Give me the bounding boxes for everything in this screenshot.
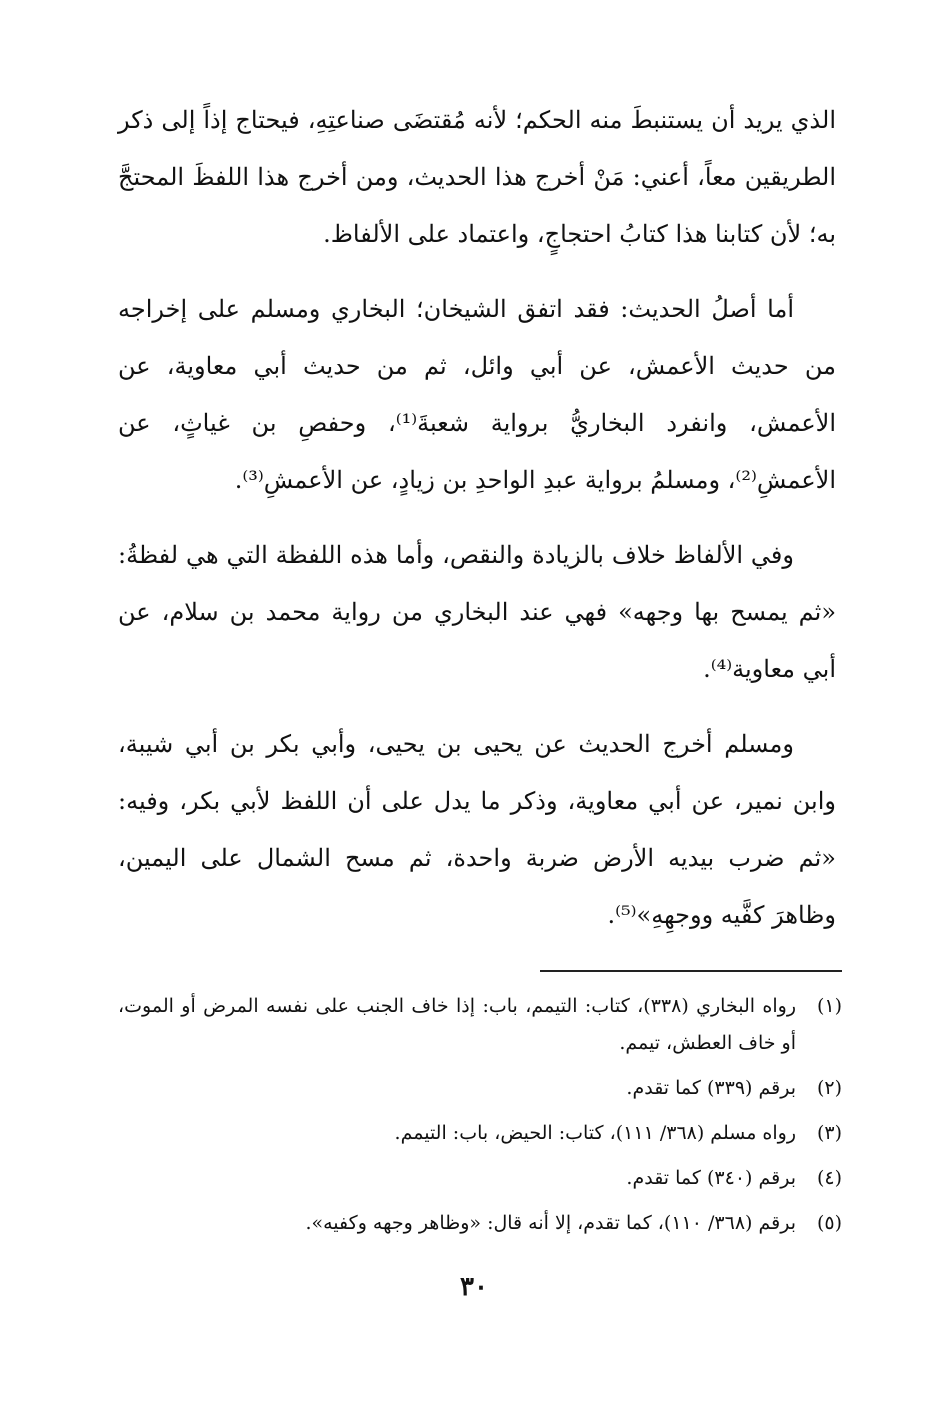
footnote-3: [118, 1115, 842, 1152]
footnotes: [118, 988, 842, 1250]
footnote-number: (٢): [816, 1077, 842, 1099]
paragraph-2: أما أصلُ الحديث: فقد اتفق الشيخان؛ البخاري ومسلم على إخراجه من حديث الأعمش، عن أبي وائل، ثم من حديث أبي معاوية، عن الأعمش، وانفرد البخاريُّ برواية شعبةَ⁽¹⁾، وحفصِ بن غياثٍ، عن الأعمشِ⁽²⁾، ومسلمُ برواية عبدِ الواحدِ بن زيادٍ، عن الأعمشِ⁽³⁾.: [118, 295, 836, 494]
main-text: [118, 92, 836, 962]
footnote-number: (١): [816, 995, 842, 1017]
footnote-5: [118, 1205, 842, 1242]
footnote-number: (٥): [816, 1212, 842, 1234]
footnote-number: (٤): [816, 1167, 842, 1189]
paragraph-4: ومسلم أخرج الحديث عن يحيى بن يحيى، وأبي بكر بن أبي شيبة، وابن نمير، عن أبي معاوية، وذكر ما يدل على أن اللفظ لأبي بكر، وفيه: «ثم ضرب بيديه الأرض ضربة واحدة، ثم مسح الشمال على اليمين، وظاهرَ كفَّيه ووجهِهِ»⁽⁵⁾.: [118, 730, 836, 929]
footnote-text: برقم (٣٤٠) كما تقدم.: [626, 1167, 796, 1189]
paragraph-3: وفي الألفاظ خلاف بالزيادة والنقص، وأما هذه اللفظة التي هي لفظةُ: «ثم يمسح بها وجهه» فهي عند البخاري من رواية محمد بن سلام، عن أبي معاوية⁽⁴⁾.: [118, 541, 836, 683]
page-number: ٣٠: [460, 1272, 488, 1302]
footnote-text: برقم (٣٦٨/ ١١٠)، كما تقدم، إلا أنه قال: «وظاهر وجهه وكفيه».: [305, 1212, 796, 1234]
footnote-text: رواه مسلم (٣٦٨/ ١١١)، كتاب: الحيض، باب: التيمم.: [394, 1122, 796, 1144]
footnote-number: (٣): [816, 1122, 842, 1144]
paragraph-1: الذي يريد أن يستنبطَ منه الحكم؛ لأنه مُقتضَى صناعتِهِ، فيحتاج إذاً إلى ذكر الطريقين معاً، أعني: مَنْ أخرج هذا الحديث، ومن أخرج هذا اللفظَ المحتجَّ به؛ لأن كتابنا هذا كتابُ احتجاجٍ، واعتماد على الألفاظ.: [118, 106, 836, 248]
footnote-4: [118, 1160, 842, 1197]
footnote-separator: [540, 970, 842, 972]
footnote-2: [118, 1070, 842, 1107]
footnote-text: برقم (٣٣٩) كما تقدم.: [626, 1077, 796, 1099]
footnote-1: [118, 988, 842, 1062]
footnote-text: رواه البخاري (٣٣٨)، كتاب: التيمم، باب: إذا خاف الجنب على نفسه المرض أو الموت، أو خاف العطش، تيمم.: [118, 995, 796, 1054]
